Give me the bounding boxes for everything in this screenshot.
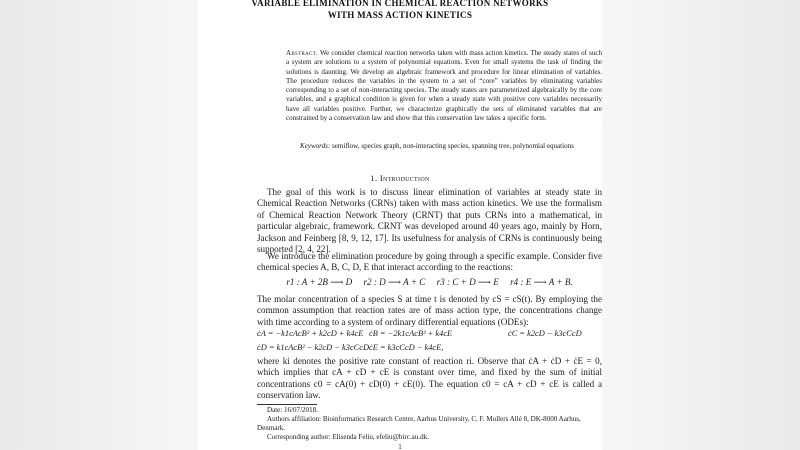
keywords-text: semiflow, species graph, non-interacting species, spanning tree, polynomial equations <box>332 142 574 150</box>
keywords-label: Keywords: <box>300 142 331 150</box>
paper-title-line-1: VARIABLE ELIMINATION IN CHEMICAL REACTION NETWORKS <box>251 0 549 8</box>
footnote-divider <box>257 404 317 405</box>
ode-a: ċA = −k1cAcB² + k2cD + k4cE <box>257 329 364 338</box>
footnote-affiliation: Authors affiliation: Bioinformatics Research Centre, Aarhus University, C. F. Mollers Allé 8, DK-8000 Aarhus, Denmark. <box>257 415 581 433</box>
section-heading <box>198 173 602 183</box>
intro-paragraph-1: The goal of this work is to discuss linear elimination of variables at steady state in Chemical Reaction Networks (CRNs) taken with mass action kinetics. We use the formalism of Chemical Reaction Network Theory (CRNT) that puts CRNs into a mathematical, in particular algebraic, framework. CRNT was developed around 40 years ago, mainly by Horn, Jackson and Feinberg [8, 9, 12, 17]. Its usefulness for analysis of CRNs is continuously being supported [2, 4, 22]. <box>257 187 602 255</box>
paper-page <box>198 0 602 450</box>
intro-paragraph-3: The molar concentration of a species S at time t is denoted by cS = cS(t). By employing the common assumption that reaction rates are of mass action type, the concentrations change with time according to a system of ordinary differential equations (ODEs): <box>257 294 602 327</box>
ode-e: ċE = k3cCcD − k4cE, <box>369 343 444 352</box>
ode-c: ċC = k2cD − k3cCcD <box>508 329 582 338</box>
page-number: 1 <box>398 443 402 450</box>
paper-title-line-2: WITH MASS ACTION KINETICS <box>327 10 473 20</box>
right-background <box>602 0 800 450</box>
ode-d: ċD = k1cAcB² − k2cD − k3cCcD <box>257 343 370 352</box>
section-number: 1. <box>370 173 378 183</box>
ode-b: ċB = −2k1cAcB² + k4cE <box>369 329 453 338</box>
section-title: Introduction <box>379 173 430 183</box>
footnote-corresponding: Corresponding author: Elisenda Feliu, efeliu@birc.au.dk. <box>267 433 429 441</box>
abstract-text: We consider chemical reaction networks taken with mass action kinetics. The steady states of such a system are solutions to a system of polynomial equations. Even for small systems the task of finding the solutions is daunting. We develop an algebraic framework and procedure for linear elimination of variables. The procedure reduces the variables in the system to a set of “core” variables by eliminating variables corresponding to a set of non-interacting species. The steady states are parameterized algebraically by the core variables, and a graphical condition is given for when a steady state with positive core variables necessarily have all variables positive. Further, we characterize graphically the sets of eliminated variables that are constrained by a conservation law and show that this conservation law takes a specific form. <box>286 49 602 123</box>
footnote-date: Date: 16/07/2018. <box>267 406 318 414</box>
keywords <box>286 142 602 151</box>
abstract-label: Abstract. <box>286 49 319 57</box>
abstract <box>286 49 602 123</box>
intro-paragraph-2: We introduce the elimination procedure by going through a specific example. Consider five chemical species A, B, C, D, E that interact according to the reactions: <box>257 251 602 273</box>
left-background <box>0 0 198 450</box>
reaction-list: r1 : A + 2B ⟶ D r2 : D ⟶ A + C r3 : C + D ⟶ E r4 : E ⟶ A + B. <box>286 277 573 287</box>
intro-paragraph-4: where ki denotes the positive rate constant of reaction ri. Observe that ċA + ċD + ċE = 0, which implies that cA + cD + cE is constant over time, and fixed by the sum of initial concentrations c0 = cA(0) + cD(0) + cE(0). The equation c0 = cA + cD + cE is called a conservation law. <box>257 356 602 401</box>
